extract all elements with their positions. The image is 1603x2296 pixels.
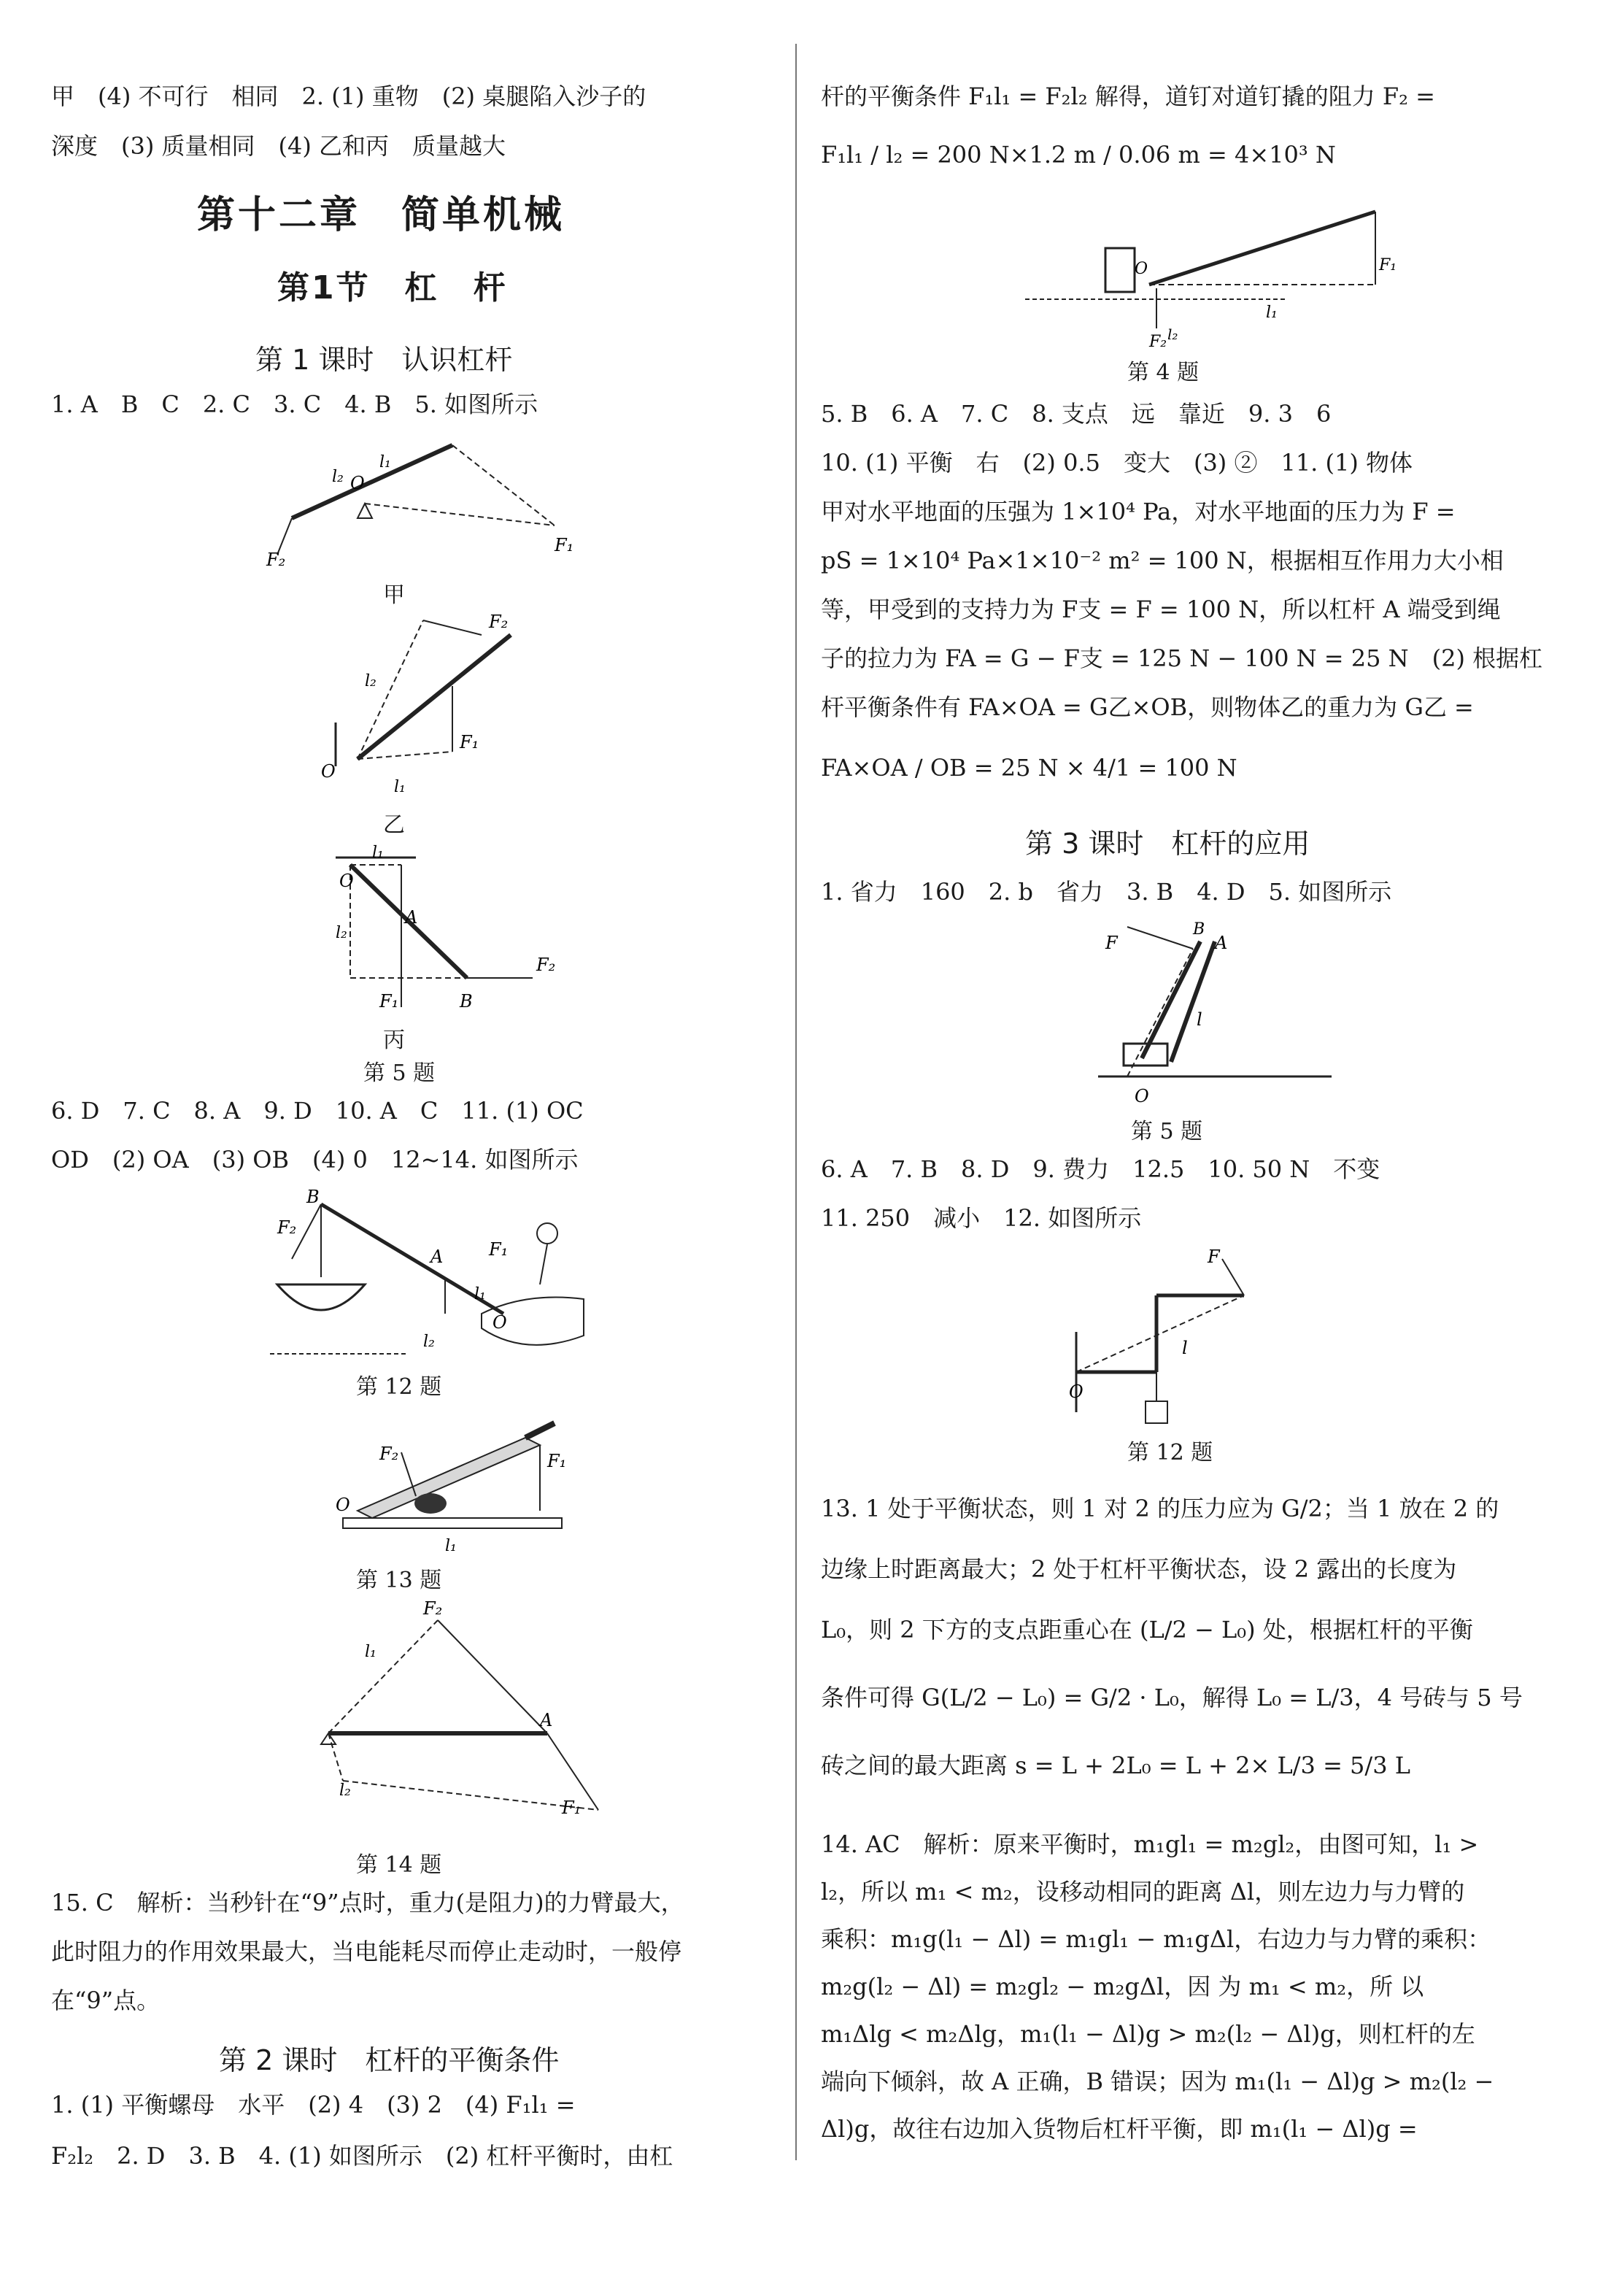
answer-line: 11. 250 减小 12. 如图所示 xyxy=(821,1204,1142,1232)
text-line: 13. 1 处于平衡状态，则 1 对 2 的压力应为 G/2；当 1 放在 2 的 xyxy=(821,1495,1499,1522)
answer-line: 6. D 7. C 8. A 9. D 10. A C 11. (1) OC xyxy=(51,1097,584,1125)
svg-text:F₂: F₂ xyxy=(379,1444,399,1464)
svg-text:O: O xyxy=(1135,260,1148,278)
answer-line: 1. (1) 平衡螺母 水平 (2) 4 (3) 2 (4) F₁l₁ = xyxy=(51,2091,576,2119)
svg-text:F₁: F₁ xyxy=(555,535,574,555)
answer-line: 甲对水平地面的压强为 1×10⁴ Pa，对水平地面的压力为 F = xyxy=(821,498,1456,525)
svg-text:l₂: l₂ xyxy=(339,1781,351,1800)
figure-5-yi xyxy=(292,606,569,803)
svg-text:l₁: l₁ xyxy=(379,453,391,471)
svg-text:O: O xyxy=(321,761,336,782)
svg-text:F₁: F₁ xyxy=(562,1798,582,1818)
lesson-title: 第 3 课时 杠杆的应用 xyxy=(1025,828,1310,860)
column-divider xyxy=(795,44,797,2160)
svg-text:F₁: F₁ xyxy=(379,991,399,1012)
formula-line: F₁l₁ / l₂ = 200 N×1.2 m / 0.06 m = 4×10³ N xyxy=(821,141,1336,169)
svg-text:O: O xyxy=(1135,1086,1149,1106)
figure-12 xyxy=(263,1187,598,1365)
svg-text:l₁: l₁ xyxy=(445,1537,457,1555)
answer-line: 5. B 6. A 7. C 8. 支点 远 靠近 9. 3 6 xyxy=(821,400,1332,428)
svg-text:F₁: F₁ xyxy=(1379,256,1397,274)
svg-text:l₁: l₁ xyxy=(372,844,384,862)
figure-label: 丙 xyxy=(383,1028,405,1053)
figure-label: 甲 xyxy=(383,582,405,608)
svg-text:l₂: l₂ xyxy=(1167,325,1178,343)
text-line: 杆的平衡条件 F₁l₁ = F₂l₂ 解得，道钉对道钉撬的阻力 F₂ = xyxy=(821,82,1435,110)
text-line: l₂，所以 m₁ < m₂，设移动相同的距离 Δl，则左边力与力臂的 xyxy=(821,1878,1465,1906)
text-line: Δl)g，故往右边加入货物后杠杆平衡，即 m₁(l₁ − Δl)g = xyxy=(821,2115,1418,2143)
svg-text:F₂: F₂ xyxy=(536,955,556,975)
figure-caption: 第 5 题 xyxy=(1131,1119,1203,1144)
svg-text:A: A xyxy=(405,907,418,928)
figure-caption: 第 5 题 xyxy=(363,1060,436,1086)
text-line: 甲 (4) 不可行 相同 2. (1) 重物 (2) 桌腿陷入沙子的 xyxy=(51,82,646,110)
figure-caption: 第 4 题 xyxy=(1127,360,1200,385)
svg-text:l₂: l₂ xyxy=(365,672,376,690)
text-line: 在“9”点。 xyxy=(51,1987,161,2014)
svg-text:l₁: l₁ xyxy=(394,778,406,796)
text-line: 端向下倾斜，故 A 正确，B 错误；因为 m₁(l₁ − Δl)g > m₂(l₂ − xyxy=(821,2068,1494,2095)
formula-line: FA×OA / OB = 25 N × 4/1 = 100 N xyxy=(821,754,1237,782)
section-title: 第1节 杠 杆 xyxy=(277,269,508,307)
svg-text:F₂: F₂ xyxy=(423,1598,443,1619)
svg-text:l₁: l₁ xyxy=(365,1643,376,1661)
figure-label: 乙 xyxy=(383,812,405,838)
svg-text:F₂: F₂ xyxy=(489,612,509,632)
svg-text:A: A xyxy=(430,1247,444,1267)
svg-text:l₁: l₁ xyxy=(1266,304,1278,322)
svg-text:F₁: F₁ xyxy=(460,732,479,752)
answer-line: F₂l₂ 2. D 3. B 4. (1) 如图所示 (2) 杠杆平衡时，由杠 xyxy=(51,2142,673,2170)
figure-13 xyxy=(285,1409,591,1555)
text-line: 15. C 解析：当秒针在“9”点时，重力(是阻力)的力臂最大， xyxy=(51,1889,684,1916)
svg-text:l: l xyxy=(1197,1009,1202,1030)
figure-caption: 第 13 题 xyxy=(356,1568,442,1593)
svg-text:l₂: l₂ xyxy=(332,468,344,486)
text-line: 14. AC 解析：原来平衡时，m₁gl₁ = m₂gl₂，由图可知，l₁ > xyxy=(821,1830,1479,1858)
text-line: 此时阻力的作用效果最大，当电能耗尽而停止走动时，一般停 xyxy=(51,1938,682,1965)
text-line: 条件可得 G(L/2 − L₀) = G/2 · L₀，解得 L₀ = L/3，4 号砖与 5 号 xyxy=(821,1684,1523,1711)
answer-line: OD (2) OA (3) OB (4) 0 12~14. 如图所示 xyxy=(51,1146,579,1174)
svg-text:O: O xyxy=(350,473,365,493)
text-line: 深度 (3) 质量相同 (4) 乙和丙 质量越大 xyxy=(51,132,506,160)
chapter-title: 第十二章 简单机械 xyxy=(197,193,565,237)
figure-5-bing xyxy=(285,843,576,1025)
svg-text:B: B xyxy=(1193,920,1205,939)
figure-14 xyxy=(270,1598,606,1817)
svg-text:F₁: F₁ xyxy=(489,1239,509,1260)
answer-line: 1. 省力 160 2. b 省力 3. B 4. D 5. 如图所示 xyxy=(821,878,1392,906)
svg-text:A: A xyxy=(540,1710,553,1730)
svg-text:F₂: F₂ xyxy=(277,1217,297,1238)
answer-line: 10. (1) 平衡 右 (2) 0.5 变大 (3) ② 11. (1) 物体 xyxy=(821,449,1413,477)
text-line: m₂g(l₂ − Δl) = m₂gl₂ − m₂gΔl，因 为 m₁ < m₂，所 以 xyxy=(821,1973,1424,2000)
figure-12-lesson3 xyxy=(1054,1244,1361,1434)
svg-text:B: B xyxy=(306,1187,320,1207)
svg-text:F₂: F₂ xyxy=(266,550,286,570)
svg-text:O: O xyxy=(336,1495,350,1515)
svg-text:A: A xyxy=(1215,933,1228,953)
svg-text:O: O xyxy=(339,871,354,891)
svg-text:F₁: F₁ xyxy=(547,1451,567,1471)
svg-text:l: l xyxy=(1182,1338,1188,1358)
answer-line: 6. A 7. B 8. D 9. 费力 12.5 10. 50 N 不变 xyxy=(821,1155,1380,1183)
text-line: m₁Δlg < m₂Δlg，m₁(l₁ − Δl)g > m₂(l₂ − Δl)g，则杠杆的左 xyxy=(821,2020,1475,2048)
svg-text:O: O xyxy=(493,1312,507,1333)
lesson-title: 第 1 课时 认识杠杆 xyxy=(255,344,513,376)
text-line: 边缘上时距离最大；2 处于杠杆平衡状态，设 2 露出的长度为 xyxy=(821,1555,1457,1583)
answer-line: 1. A B C 2. C 3. C 4. B 5. 如图所示 xyxy=(51,390,538,418)
text-line: 乘积：m₁g(l₁ − Δl) = m₁gl₁ − m₁gΔl，右边力与力臂的乘积： xyxy=(821,1925,1491,1953)
svg-text:l₂: l₂ xyxy=(336,924,347,942)
figure-5-jia xyxy=(263,431,598,577)
svg-text:B: B xyxy=(460,991,473,1012)
svg-text:l₂: l₂ xyxy=(423,1333,435,1351)
answer-line: 杆平衡条件有 FA×OA = G乙×OB，则物体乙的重力为 G乙 = xyxy=(821,693,1474,721)
svg-text:l₁: l₁ xyxy=(474,1285,486,1303)
figure-5-lesson3 xyxy=(1084,920,1346,1109)
svg-text:F: F xyxy=(1208,1247,1220,1267)
text-line: L₀，则 2 下方的支点距重心在 (L/2 − L₀) 处，根据杠杆的平衡 xyxy=(821,1616,1473,1644)
figure-4 xyxy=(1011,197,1397,358)
svg-text:O: O xyxy=(1069,1382,1084,1402)
svg-text:F: F xyxy=(1105,933,1118,953)
figure-caption: 第 14 题 xyxy=(356,1852,442,1878)
lesson-title: 第 2 课时 杠杆的平衡条件 xyxy=(219,2044,560,2076)
answer-line: 子的拉力为 FA = G − F支 = 125 N − 100 N = 25 N (2) 根据杠 xyxy=(821,644,1543,672)
figure-caption: 第 12 题 xyxy=(1127,1440,1213,1465)
answer-line: 等，甲受到的支持力为 F支 = F = 100 N，所以杠杆 A 端受到绳 xyxy=(821,596,1501,623)
text-line: 砖之间的最大距离 s = L + 2L₀ = L + 2× L/3 = 5/3 L xyxy=(821,1752,1410,1779)
figure-caption: 第 12 题 xyxy=(356,1374,442,1400)
answer-line: pS = 1×10⁴ Pa×1×10⁻² m² = 100 N，根据相互作用力大小相 xyxy=(821,547,1504,574)
svg-text:F₂: F₂ xyxy=(1149,333,1167,351)
